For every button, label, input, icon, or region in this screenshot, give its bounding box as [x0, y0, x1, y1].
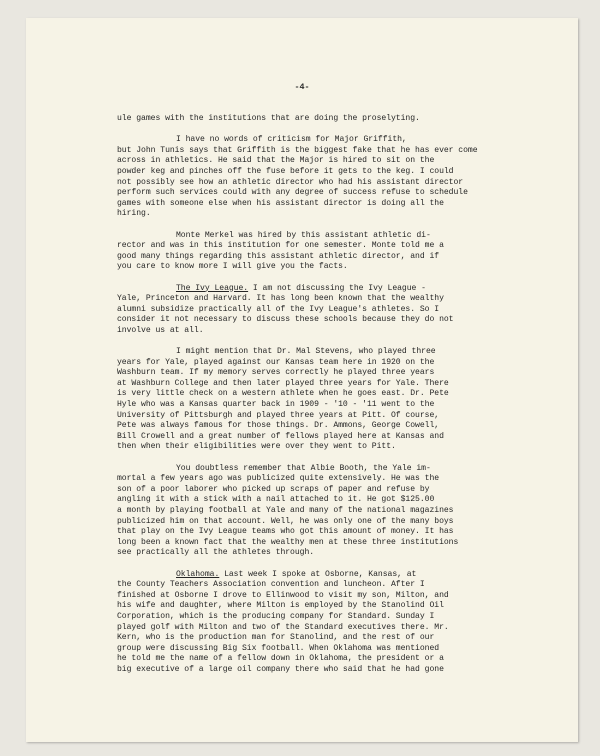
paragraph — [117, 347, 537, 453]
text-line: finished at Osborne I drove to Ellinwood to visit my son, Milton, and — [117, 590, 449, 600]
text-line: rector and was in this institution for one semester. Monte told me a — [117, 241, 444, 251]
letter-body — [117, 114, 537, 675]
text-line: son of a poor laborer who picked up scraps of paper and refuse by — [117, 484, 430, 494]
text-line: games with someone else when his assistant director is doing all the — [117, 198, 444, 208]
text-line: then when their eligibilities were over they went to Pitt. — [117, 442, 396, 452]
text-line: see practically all the athletes through. — [117, 548, 315, 558]
text-line: ule games with the institutions that are doing the proselyting. — [117, 114, 420, 123]
text-line: years for Yale, played against our Kansas team here in 1920 on the — [117, 357, 435, 367]
text-line: Monte Merkel was hired by this assistant athletic di- — [176, 230, 431, 240]
text-line: consider it not necessary to discuss these schools because they do not — [117, 315, 454, 325]
text-line: good many things regarding this assistant athletic director, and if — [117, 251, 440, 261]
text-line: mortal a few years ago was publicized quite extensively. He was the — [117, 474, 440, 484]
paper-sheet — [26, 18, 578, 742]
text-line: across in athletics. He said that the Major is hired to sit on the — [117, 156, 435, 166]
section-heading: The Ivy League. — [176, 283, 249, 293]
text-line: Bill Crowell and a great number of fellows played here at Kansas and — [117, 431, 444, 441]
text-line: he told me the name of a fellow down in Oklahoma, the president or a — [117, 654, 444, 664]
text-line: involve us at all. — [117, 325, 204, 335]
text-line: You doubtless remember that Albie Booth, the Yale im- — [176, 463, 431, 473]
text-line: powder keg and pinches off the fuse before it gets to the keg. I could — [117, 166, 454, 176]
text-line: that play on the Ivy League teams who got this amount of money. It has — [117, 527, 454, 537]
text-line: University of Pittsburgh and played three years at Pitt. Of course, — [117, 410, 440, 420]
text-line: you care to know more I will give you the facts. — [117, 262, 348, 272]
text-line: Yale, Princeton and Harvard. It has long been known that the wealthy — [117, 294, 444, 304]
text-line-rest: Last week I spoke at Osborne, Kansas, at — [219, 569, 417, 579]
text-line: Corporation, which is the producing company for Standard. Sunday I — [117, 611, 435, 621]
text-line: a month by playing football at Yale and many of the national magazines — [117, 505, 454, 515]
text-line: Pete was always famous for those things. Dr. Ammons, George Cowell, — [117, 421, 440, 431]
paragraph — [117, 231, 537, 273]
text-line: publicized him on that account. Well, he was only one of the many boys — [117, 516, 454, 526]
text-line: perform such services could with any degree of success refuse to schedule — [117, 188, 468, 198]
section-heading: Oklahoma. — [176, 569, 220, 579]
text-line: his wife and daughter, where Milton is employed by the Stanolind Oil — [117, 601, 444, 611]
text-line — [117, 284, 537, 295]
paragraph — [117, 464, 537, 559]
paragraph — [117, 284, 537, 337]
text-line: I have no words of criticism for Major Griffith, — [176, 135, 407, 145]
text-line: group were discussing Big Six football. When Oklahoma was mentioned — [117, 643, 440, 653]
text-line: Washburn team. If my memory serves correctly he played three years — [117, 368, 435, 378]
text-line: hiring. — [117, 209, 151, 219]
paragraph — [117, 114, 537, 125]
text-line-rest: I am not discussing the Ivy League - — [248, 283, 426, 293]
text-line: but John Tunis says that Griffith is the biggest fake that he has ever come — [117, 145, 478, 155]
text-line: Hyle who was a Kansas quarter back in 1909 - '10 - '11 went to the — [117, 400, 435, 410]
text-line: played golf with Milton and two of the Standard executives there. Mr. — [117, 622, 449, 632]
text-line: is very little check on a western athlete when he goes east. Dr. Pete — [117, 389, 449, 399]
page-number: -4- — [294, 82, 310, 92]
text-line: alumni subsidize practically all of the Ivy League's athletes. So I — [117, 304, 440, 314]
text-line: the County Teachers Association convention and luncheon. After I — [117, 580, 425, 590]
paragraph — [117, 135, 537, 220]
paragraph — [117, 570, 537, 676]
text-line: angling it with a stick with a nail attached to it. He got $125.00 — [117, 495, 435, 505]
text-line — [117, 570, 537, 581]
text-line: big executive of a large oil company there who said that he had gone — [117, 664, 444, 674]
text-line: I might mention that Dr. Mal Stevens, who played three — [176, 347, 436, 357]
text-line: Kern, who is the production man for Stanolind, and the rest of our — [117, 633, 435, 643]
text-line: at Washburn College and then later played three years for Yale. There — [117, 378, 449, 388]
text-line: long been a known fact that the wealthy men at these three institutions — [117, 537, 459, 547]
text-line: not possibly see how an athletic director who had his assistant director — [117, 177, 464, 187]
